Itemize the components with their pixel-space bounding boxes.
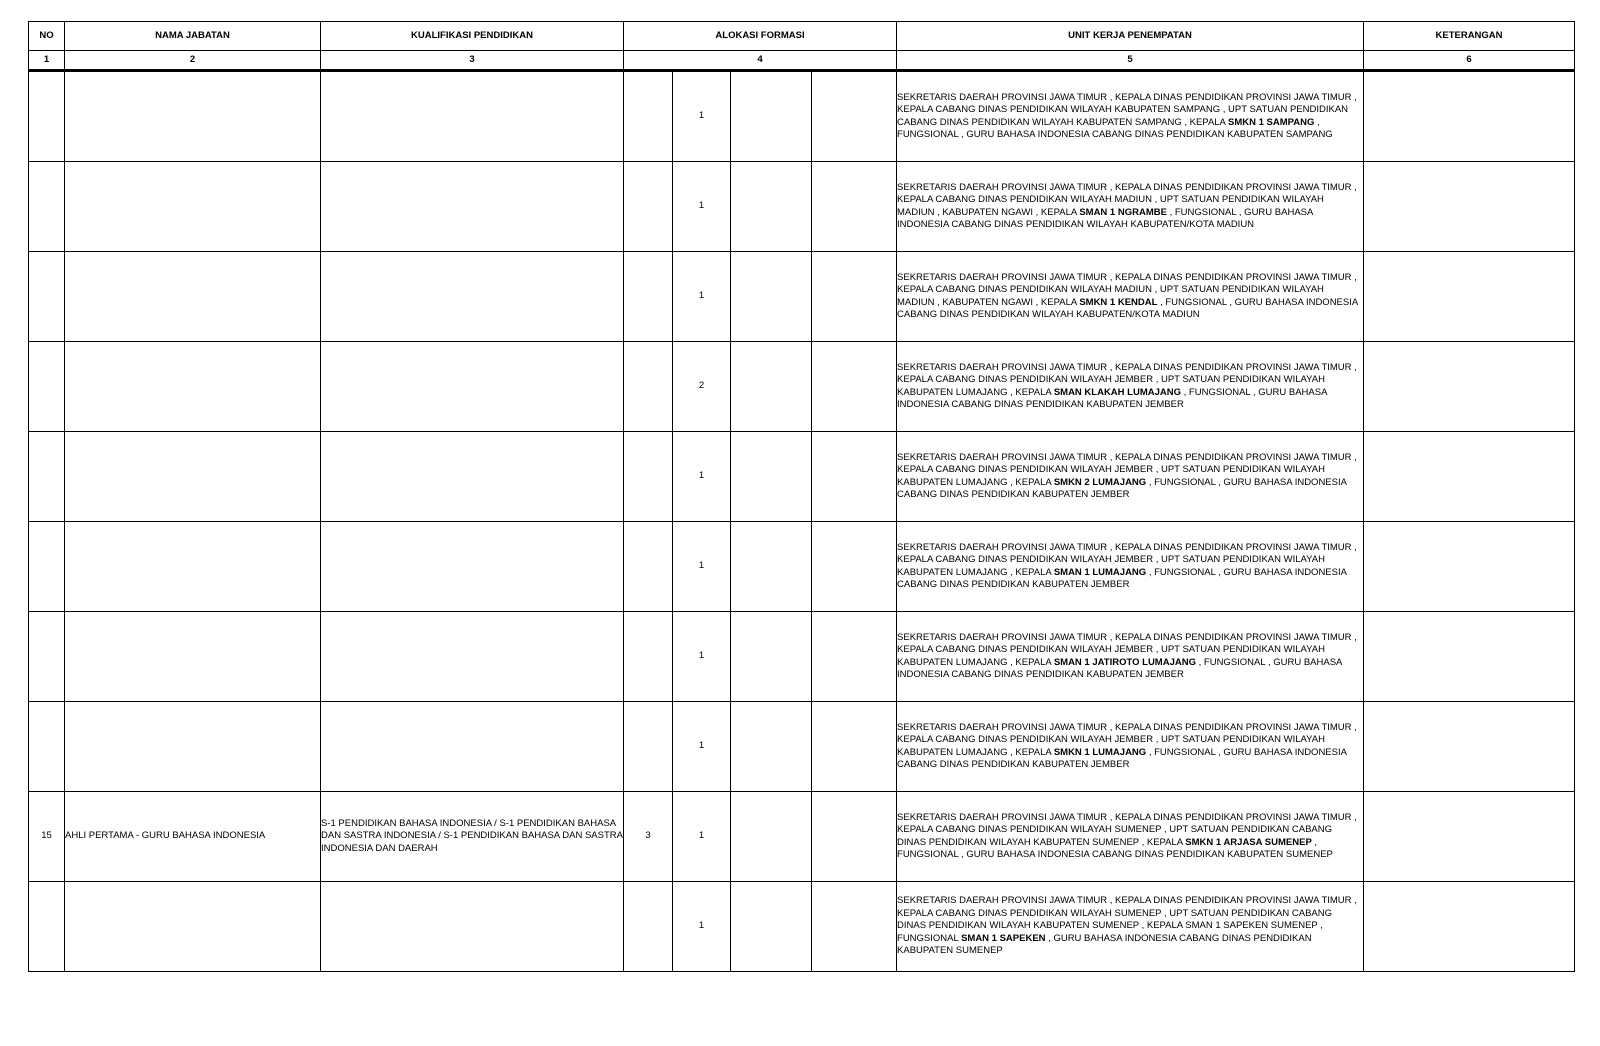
row-unit-kerja: [897, 71, 1364, 162]
row-alokasi-count: 2: [673, 342, 731, 432]
unit-text: , FUNGSIONAL , GURU BAHASA INDONESIA CABANG DINAS PENDIDIKAN WILAYAH KABUPATEN/KOTA MADIUN: [897, 206, 1313, 230]
row-no: 15: [29, 792, 65, 882]
unit-text: , FUNGSIONAL , GURU BAHASA INDONESIA CABANG DINAS PENDIDIKAN KABUPATEN JEMBER: [897, 476, 1347, 500]
row-alokasi-blank: [812, 162, 897, 252]
row-kualifikasi: [321, 342, 624, 432]
row-kualifikasi: [321, 432, 624, 522]
row-alokasi-count: 1: [673, 432, 731, 522]
row-keterangan: [1364, 162, 1575, 252]
row-alokasi-blank: [731, 522, 812, 612]
row-alokasi-blank: [731, 702, 812, 792]
column-number: 5: [897, 51, 1364, 71]
row-keterangan: [1364, 432, 1575, 522]
unit-text: SEKRETARIS DAERAH PROVINSI JAWA TIMUR , KEPALA DINAS PENDIDIKAN PROVINSI JAWA TIMUR , KEPALA CABANG DINAS PENDIDIKAN WILAYAH MADIUN , UPT SATUAN PENDIDIKAN WILAYAH MADIUN , KABUPATEN NGAWI , KEPALA: [897, 181, 1357, 218]
unit-text: SEKRETARIS DAERAH PROVINSI JAWA TIMUR , KEPALA DINAS PENDIDIKAN PROVINSI JAWA TIMUR , KEPALA CABANG DINAS PENDIDIKAN WILAYAH SUMENEP , UPT SATUAN PENDIDIKAN CABANG DINAS PENDIDIKAN WILAYAH KABUPATEN SUMENEP , KEPALA: [897, 811, 1357, 848]
row-no: [29, 252, 65, 342]
unit-text: , FUNGSIONAL , GURU BAHASA INDONESIA CABANG DINAS PENDIDIKAN KABUPATEN JEMBER: [897, 746, 1347, 770]
row-unit-kerja: [897, 702, 1364, 792]
column-number: 4: [624, 51, 897, 71]
row-nama-jabatan: [65, 702, 321, 792]
row-alokasi-blank: [731, 612, 812, 702]
unit-text: SEKRETARIS DAERAH PROVINSI JAWA TIMUR , KEPALA DINAS PENDIDIKAN PROVINSI JAWA TIMUR , KEPALA CABANG DINAS PENDIDIKAN WILAYAH JEMBER , UPT SATUAN PENDIDIKAN WILAYAH KABUPATEN LUMAJANG , KEPALA: [897, 631, 1357, 668]
row-alokasi-blank: [731, 882, 812, 972]
unit-school-name: SMKN 2 LUMAJANG: [1053, 476, 1147, 488]
row-unit-kerja: [897, 432, 1364, 522]
table-row: [29, 252, 1575, 342]
row-nama-jabatan: AHLI PERTAMA - GURU BAHASA INDONESIA: [65, 792, 321, 882]
row-nama-jabatan: [65, 612, 321, 702]
unit-text: SEKRETARIS DAERAH PROVINSI JAWA TIMUR , KEPALA DINAS PENDIDIKAN PROVINSI JAWA TIMUR , KEPALA CABANG DINAS PENDIDIKAN WILAYAH SUMENEP , UPT SATUAN PENDIDIKAN CABANG DINAS PENDIDIKAN WILAYAH KABUPATEN SUMENEP , KEPALA SMAN 1 SAPEKEN SUMENEP , FUNGSIONAL: [897, 895, 1357, 944]
row-no: [29, 162, 65, 252]
row-alokasi-total: 3: [624, 792, 673, 882]
unit-school-name: SMAN 1 JATIROTO LUMAJANG: [1053, 656, 1196, 668]
row-kualifikasi: [321, 882, 624, 972]
row-unit-kerja: [897, 162, 1364, 252]
unit-school-name: SMKN 1 KENDAL: [1079, 296, 1158, 308]
row-alokasi-blank: [731, 252, 812, 342]
row-nama-jabatan: [65, 162, 321, 252]
row-unit-kerja: [897, 522, 1364, 612]
row-alokasi-count: 1: [673, 162, 731, 252]
row-alokasi-blank: [812, 252, 897, 342]
row-alokasi-total: [624, 432, 673, 522]
row-keterangan: [1364, 702, 1575, 792]
table-row: [29, 71, 1575, 162]
unit-text: , GURU BAHASA INDONESIA CABANG DINAS PENDIDIKAN KABUPATEN SUMENEP: [897, 932, 1312, 957]
row-kualifikasi: [321, 522, 624, 612]
row-keterangan: [1364, 522, 1575, 612]
header-unit-kerja: UNIT KERJA PENEMPATAN: [897, 22, 1364, 51]
unit-text: SEKRETARIS DAERAH PROVINSI JAWA TIMUR , KEPALA DINAS PENDIDIKAN PROVINSI JAWA TIMUR , KEPALA CABANG DINAS PENDIDIKAN WILAYAH JEMBER , UPT SATUAN PENDIDIKAN WILAYAH KABUPATEN LUMAJANG , KEPALA: [897, 361, 1357, 398]
table-row: [29, 342, 1575, 432]
row-alokasi-count: 1: [673, 612, 731, 702]
row-kualifikasi: [321, 612, 624, 702]
table-row: [29, 882, 1575, 972]
row-unit-kerja: [897, 792, 1364, 882]
row-alokasi-total: [624, 252, 673, 342]
row-alokasi-count: 1: [673, 252, 731, 342]
formasi-table: [28, 21, 1575, 972]
row-nama-jabatan: [65, 432, 321, 522]
row-alokasi-total: [624, 342, 673, 432]
unit-text: , FUNGSIONAL , GURU BAHASA INDONESIA CABANG DINAS PENDIDIKAN KABUPATEN SUMENEP: [897, 836, 1333, 860]
header-keterangan: KETERANGAN: [1364, 22, 1575, 51]
row-no: [29, 882, 65, 972]
row-alokasi-blank: [731, 342, 812, 432]
row-alokasi-total: [624, 522, 673, 612]
row-unit-kerja: [897, 882, 1364, 972]
row-keterangan: [1364, 792, 1575, 882]
unit-text: SEKRETARIS DAERAH PROVINSI JAWA TIMUR , KEPALA DINAS PENDIDIKAN PROVINSI JAWA TIMUR , KEPALA CABANG DINAS PENDIDIKAN WILAYAH JEMBER , UPT SATUAN PENDIDIKAN WILAYAH KABUPATEN LUMAJANG , KEPALA: [897, 541, 1357, 578]
row-no: [29, 612, 65, 702]
row-nama-jabatan: [65, 71, 321, 162]
header-no: NO: [29, 22, 65, 51]
header-row: [29, 22, 1575, 51]
table-row: [29, 162, 1575, 252]
unit-text: , FUNGSIONAL , GURU BAHASA INDONESIA CABANG DINAS PENDIDIKAN KABUPATEN JEMBER: [897, 386, 1327, 410]
row-alokasi-count: 1: [673, 882, 731, 972]
row-alokasi-total: [624, 71, 673, 162]
row-alokasi-blank: [731, 792, 812, 882]
row-keterangan: [1364, 71, 1575, 162]
row-alokasi-blank: [812, 432, 897, 522]
header-nama-jabatan: NAMA JABATAN: [65, 22, 321, 51]
unit-text: SEKRETARIS DAERAH PROVINSI JAWA TIMUR , KEPALA DINAS PENDIDIKAN PROVINSI JAWA TIMUR , KEPALA CABANG DINAS PENDIDIKAN WILAYAH JEMBER , UPT SATUAN PENDIDIKAN WILAYAH KABUPATEN LUMAJANG , KEPALA: [897, 451, 1357, 488]
row-nama-jabatan: [65, 882, 321, 972]
table-row: [29, 432, 1575, 522]
unit-school-name: SMAN KLAKAH LUMAJANG: [1053, 386, 1182, 398]
unit-text: SEKRETARIS DAERAH PROVINSI JAWA TIMUR , KEPALA DINAS PENDIDIKAN PROVINSI JAWA TIMUR , KEPALA CABANG DINAS PENDIDIKAN WILAYAH MADIUN , UPT SATUAN PENDIDIKAN WILAYAH MADIUN , KABUPATEN NGAWI , KEPALA: [897, 271, 1357, 308]
row-alokasi-blank: [812, 702, 897, 792]
table-row: [29, 702, 1575, 792]
column-number: 3: [321, 51, 624, 71]
row-kualifikasi: [321, 252, 624, 342]
row-keterangan: [1364, 612, 1575, 702]
unit-school-name: SMKN 1 SAMPANG: [1228, 116, 1315, 128]
unit-text: , FUNGSIONAL , GURU BAHASA INDONESIA CABANG DINAS PENDIDIKAN KABUPATEN JEMBER: [897, 566, 1347, 590]
row-alokasi-blank: [731, 162, 812, 252]
column-number: 1: [29, 51, 65, 71]
row-alokasi-count: 1: [673, 522, 731, 612]
row-alokasi-total: [624, 162, 673, 252]
row-nama-jabatan: [65, 522, 321, 612]
row-alokasi-total: [624, 612, 673, 702]
row-alokasi-blank: [812, 522, 897, 612]
unit-text: , FUNGSIONAL , GURU BAHASA INDONESIA CABANG DINAS PENDIDIKAN WILAYAH KABUPATEN/KOTA MADIUN: [897, 296, 1358, 320]
row-alokasi-blank: [731, 432, 812, 522]
unit-school-name: SMAN 1 NGRAMBE: [1079, 206, 1167, 218]
table-row: [29, 522, 1575, 612]
unit-school-name: SMAN 1 SAPEKEN: [961, 932, 1046, 944]
row-no: [29, 342, 65, 432]
row-nama-jabatan: [65, 252, 321, 342]
unit-text: , FUNGSIONAL , GURU BAHASA INDONESIA CABANG DINAS PENDIDIKAN KABUPATEN JEMBER: [897, 656, 1342, 680]
row-kualifikasi: S-1 PENDIDIKAN BAHASA INDONESIA / S-1 PENDIDIKAN BAHASA DAN SASTRA INDONESIA / S-1 PENDIDIKAN BAHASA DAN SASTRA INDONESIA DAN DAERAH: [321, 792, 624, 882]
row-keterangan: [1364, 342, 1575, 432]
column-number: 6: [1364, 51, 1575, 71]
header-kualifikasi: KUALIFIKASI PENDIDIKAN: [321, 22, 624, 51]
row-alokasi-blank: [812, 882, 897, 972]
row-no: [29, 702, 65, 792]
row-alokasi-count: 1: [673, 702, 731, 792]
row-alokasi-count: 1: [673, 71, 731, 162]
row-unit-kerja: [897, 612, 1364, 702]
row-no: [29, 71, 65, 162]
row-alokasi-blank: [731, 71, 812, 162]
row-keterangan: [1364, 882, 1575, 972]
row-kualifikasi: [321, 71, 624, 162]
row-alokasi-count: 1: [673, 792, 731, 882]
row-alokasi-blank: [812, 71, 897, 162]
row-no: [29, 522, 65, 612]
row-no: [29, 432, 65, 522]
row-kualifikasi: [321, 162, 624, 252]
row-alokasi-blank: [812, 342, 897, 432]
column-number-row: [29, 51, 1575, 71]
table-body: [29, 71, 1575, 972]
column-number: 2: [65, 51, 321, 71]
unit-text: , FUNGSIONAL , GURU BAHASA INDONESIA CABANG DINAS PENDIDIKAN KABUPATEN SAMPANG: [897, 116, 1333, 140]
unit-school-name: SMAN 1 LUMAJANG: [1053, 566, 1147, 578]
unit-text: SEKRETARIS DAERAH PROVINSI JAWA TIMUR , KEPALA DINAS PENDIDIKAN PROVINSI JAWA TIMUR , KEPALA CABANG DINAS PENDIDIKAN WILAYAH JEMBER , UPT SATUAN PENDIDIKAN WILAYAH KABUPATEN LUMAJANG , KEPALA: [897, 721, 1357, 758]
row-keterangan: [1364, 252, 1575, 342]
row-alokasi-blank: [812, 612, 897, 702]
header-alokasi: ALOKASI FORMASI: [624, 22, 897, 51]
unit-school-name: SMKN 1 ARJASA SUMENEP: [1185, 836, 1312, 848]
table-row: [29, 612, 1575, 702]
row-unit-kerja: [897, 252, 1364, 342]
table-row: [29, 792, 1575, 882]
row-alokasi-total: [624, 882, 673, 972]
row-unit-kerja: [897, 342, 1364, 432]
unit-school-name: SMKN 1 LUMAJANG: [1053, 746, 1147, 758]
row-kualifikasi: [321, 702, 624, 792]
unit-text: SEKRETARIS DAERAH PROVINSI JAWA TIMUR , KEPALA DINAS PENDIDIKAN PROVINSI JAWA TIMUR , KEPALA CABANG DINAS PENDIDIKAN WILAYAH KABUPATEN SAMPANG , UPT SATUAN PENDIDIKAN CABANG DINAS PENDIDIKAN WILAYAH KABUPATEN SAMPANG , KEPALA: [897, 91, 1357, 128]
row-alokasi-total: [624, 702, 673, 792]
row-nama-jabatan: [65, 342, 321, 432]
row-alokasi-blank: [812, 792, 897, 882]
